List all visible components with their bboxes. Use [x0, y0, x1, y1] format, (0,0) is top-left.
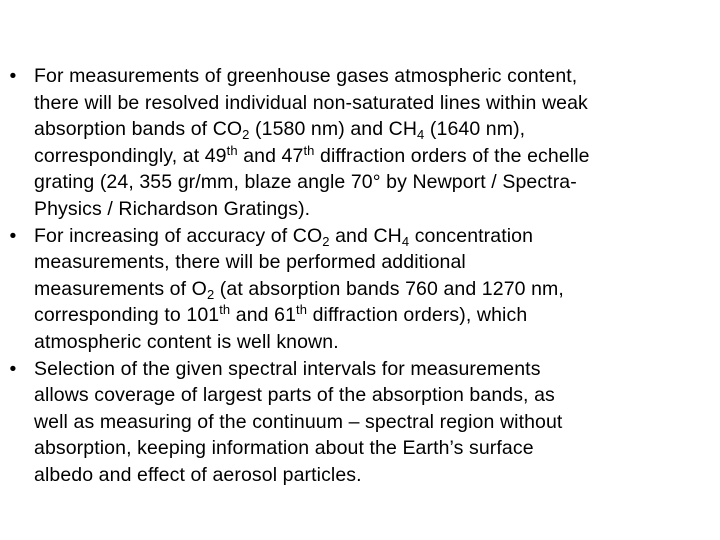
text-line	[34, 276, 714, 303]
text-line	[34, 223, 714, 250]
text-run: grating (24, 355 gr/mm, blaze angle 70° by Newport / Spectra-	[34, 171, 577, 194]
text-run: and 47	[237, 144, 304, 167]
text-run: albedo and effect of aerosol particles.	[34, 463, 362, 486]
bullet-icon: •	[9, 65, 17, 87]
text-run: absorption, keeping information about the Earth’s surface	[34, 437, 534, 460]
text-line	[34, 143, 714, 170]
text-run: diffraction orders), which	[307, 304, 528, 327]
text-line	[34, 169, 714, 196]
superscript: th	[296, 302, 308, 318]
bullet-text	[34, 63, 714, 223]
superscript: th	[226, 142, 238, 158]
text-line	[34, 462, 714, 489]
text-run: and 61	[230, 304, 297, 327]
text-run: concentration	[409, 224, 534, 247]
text-run: measurements, there will be performed additional	[34, 251, 466, 274]
superscript: th	[219, 302, 231, 318]
text-line	[34, 249, 714, 276]
text-line	[34, 329, 714, 356]
text-line	[34, 196, 714, 223]
bullet-text	[34, 223, 714, 356]
subscript: 2	[242, 127, 250, 143]
text-run: absorption bands of CO	[34, 118, 243, 141]
text-line	[34, 409, 714, 436]
superscript: th	[303, 142, 315, 158]
text-run: diffraction orders of the echelle	[314, 144, 590, 167]
bullet-icon: •	[9, 224, 17, 247]
text-run: Physics / Richardson Gratings).	[34, 197, 311, 220]
text-run: For measurements of greenhouse gases atmospheric content,	[34, 65, 578, 87]
bullet-item-spectral-intervals	[0, 356, 720, 489]
bullet-text	[34, 356, 714, 489]
text-run: correspondingly, at 49	[34, 144, 227, 167]
bullet-item-greenhouse-gases	[0, 63, 720, 223]
text-run: For increasing of accuracy of CO	[34, 224, 323, 247]
text-run: and CH	[329, 224, 402, 247]
text-line	[34, 302, 714, 329]
text-run: (1640 nm),	[424, 118, 526, 141]
text-line	[34, 116, 714, 143]
text-run: well as measuring of the continuum – spectral region without	[34, 410, 563, 433]
text-line	[34, 90, 714, 117]
bullet-list	[0, 63, 720, 489]
text-run: Selection of the given spectral intervals for measurements	[34, 357, 541, 380]
text-line	[34, 63, 714, 90]
text-run: there will be resolved individual non-saturated lines within weak	[34, 91, 588, 114]
text-run: (at absorption bands 760 and 1270 nm,	[214, 277, 564, 300]
text-run: measurements of O	[34, 277, 207, 300]
bullet-icon: •	[9, 357, 17, 380]
text-line	[34, 435, 714, 462]
text-run: corresponding to 101	[34, 304, 220, 327]
subscript: 4	[417, 127, 425, 143]
text-run: (1580 nm) and CH	[249, 118, 418, 141]
bullet-item-accuracy	[0, 223, 720, 356]
text-line	[34, 356, 714, 383]
text-run: atmospheric content is well known.	[34, 330, 339, 353]
text-line	[34, 382, 714, 409]
subscript: 2	[206, 286, 215, 302]
subscript: 4	[401, 233, 410, 249]
text-run: allows coverage of largest parts of the absorption bands, as	[34, 384, 555, 407]
subscript: 2	[322, 233, 330, 249]
